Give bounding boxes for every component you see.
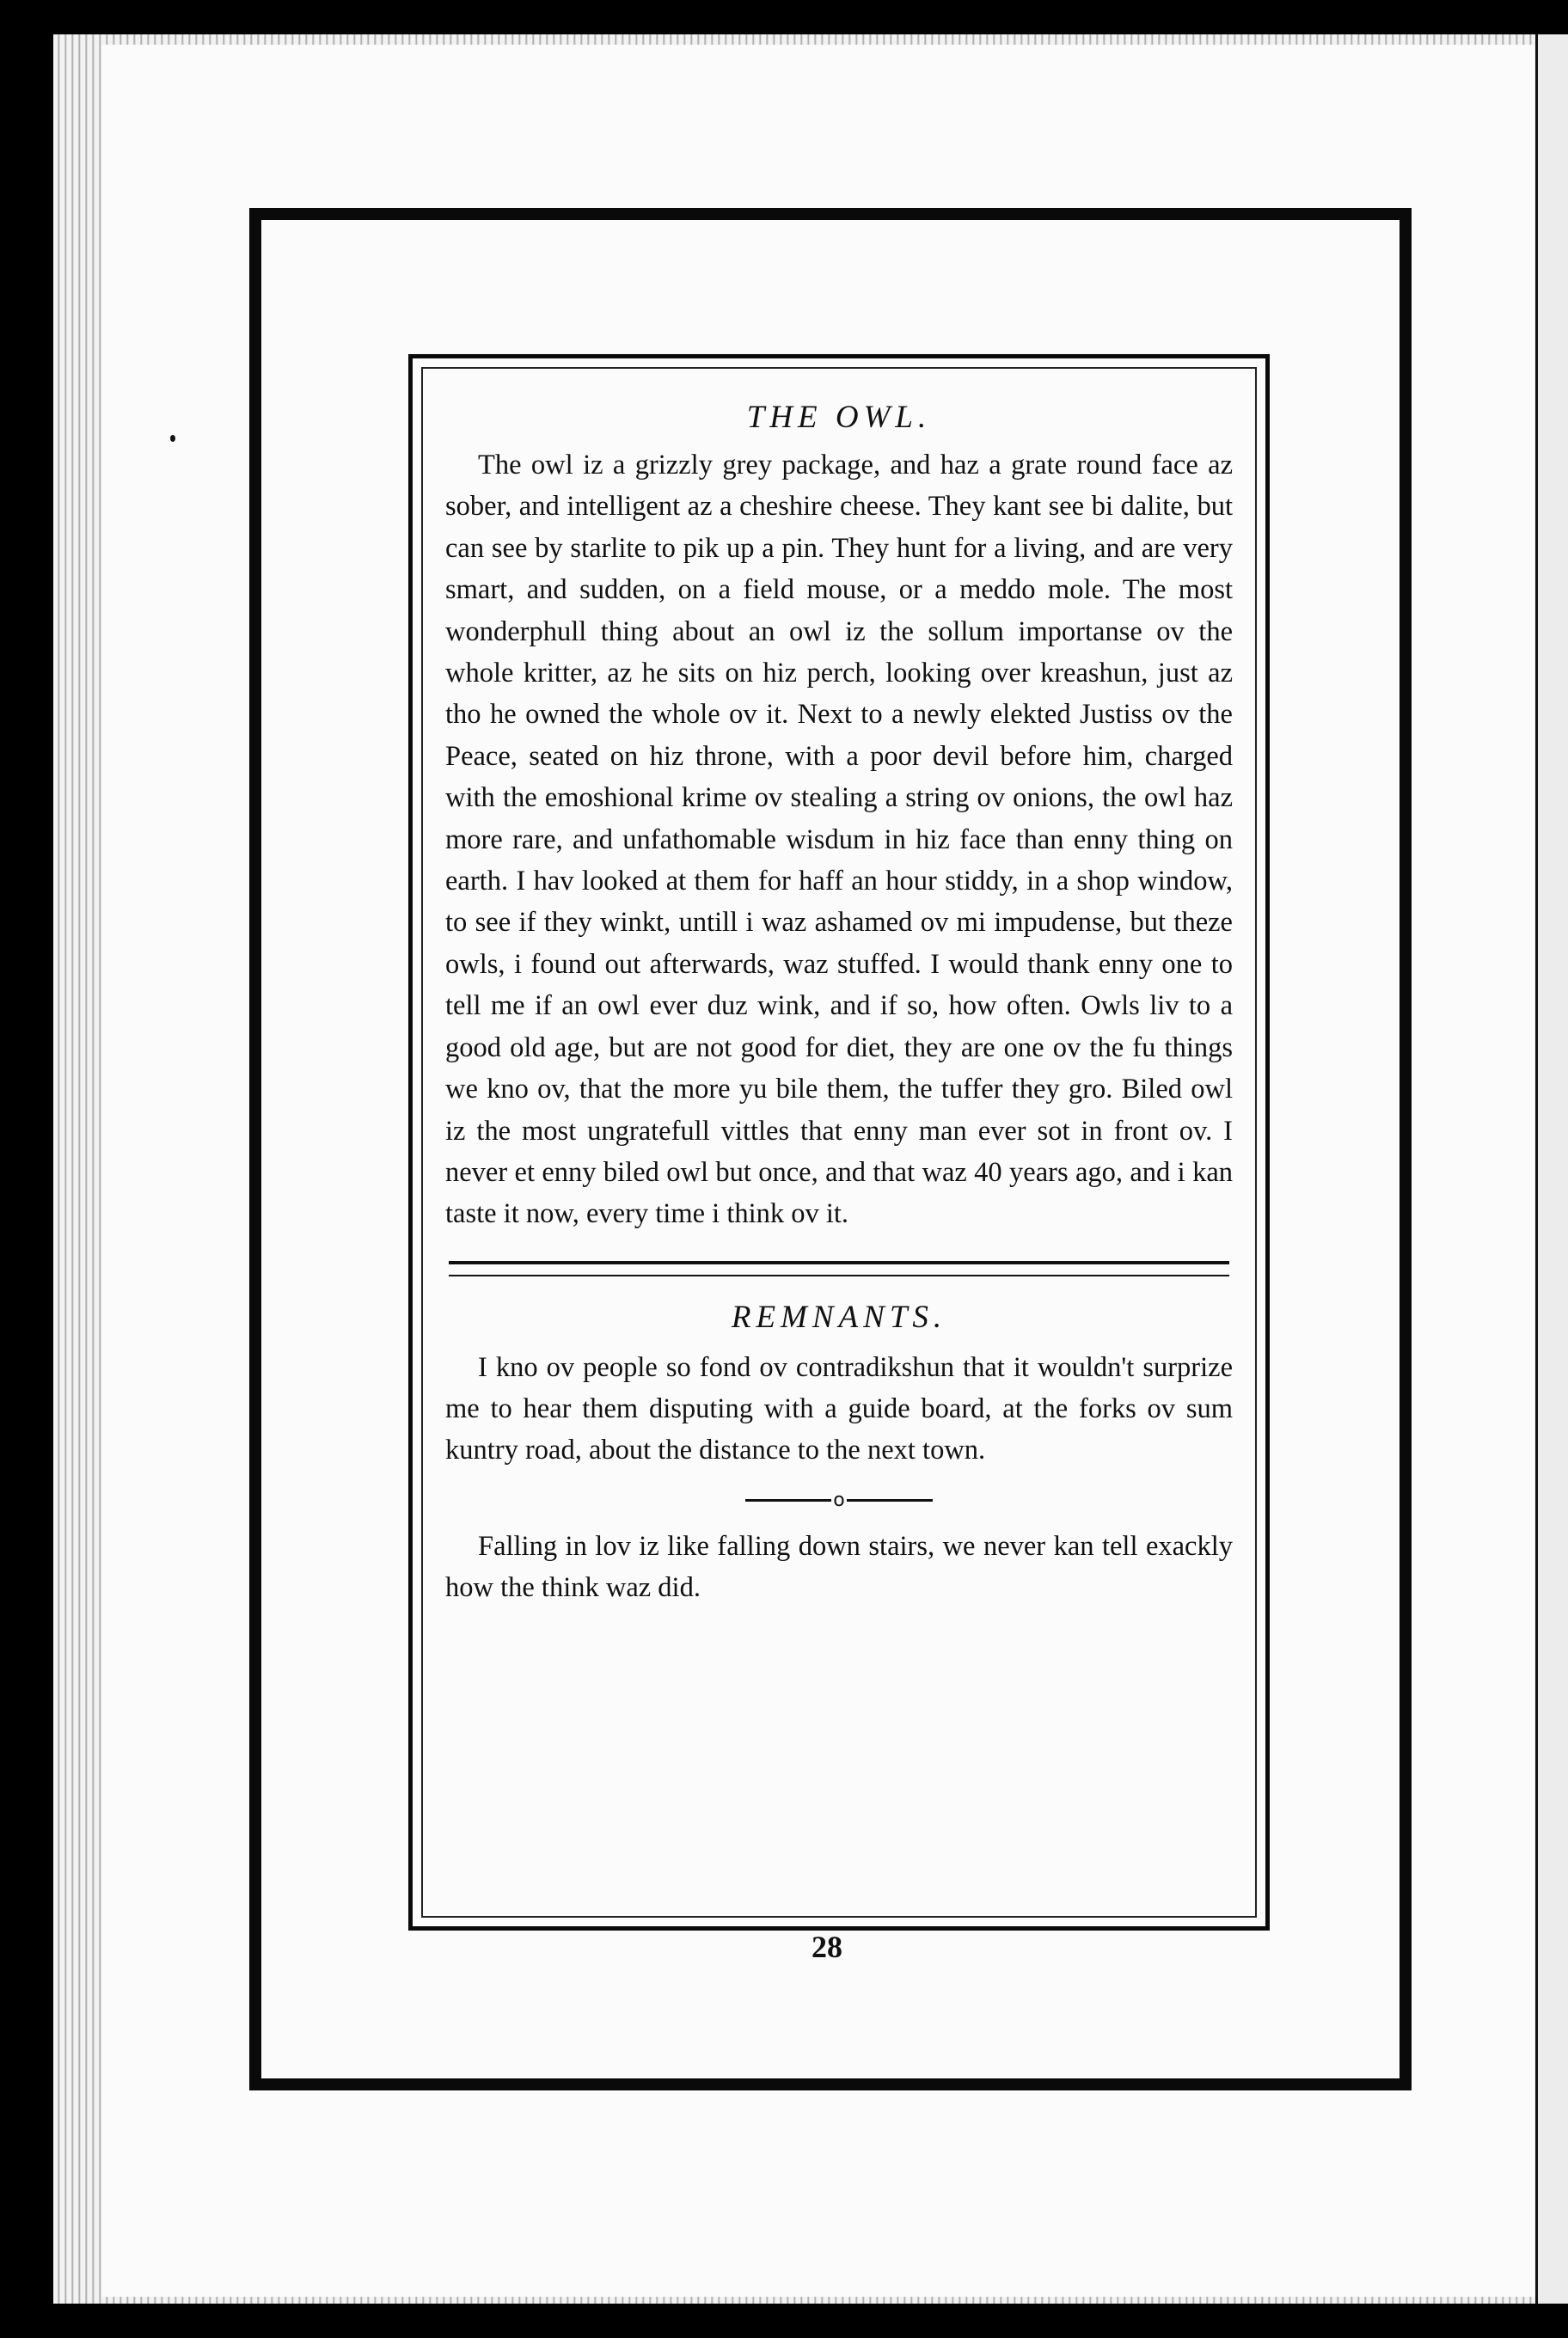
ornament-circle: o	[833, 1489, 845, 1511]
facing-page-edge	[1535, 34, 1568, 2304]
ornament-divider	[445, 1488, 1233, 1514]
remnants-title: REMNANTS.	[731, 1299, 947, 1335]
text-block	[445, 391, 1233, 1608]
ink-speck	[170, 435, 175, 442]
ornament-line-right	[847, 1499, 933, 1502]
article-body: The owl iz a grizzly grey package, and haz a grate round face az sober, and intelligent az a cheshire cheese. They kant see bi dalite, but can see by starlite to pik up a pin. They hunt for a living, and are very smart, and sudden, on a field mouse, or a meddo mole. The most wonderphull thing about an owl iz the sollum importanse ov the whole kritter, az he sits on hiz perch, looking over kreashun, just az tho he owned the whole ov it. Next to a newly elekted Justiss ov the Peace, seated on hiz throne, with a poor devil before him, charged with the emoshional krime ov stealing a string ov onions, the owl haz more rare, and unfathomable wisdum in hiz face than enny thing on earth. I hav looked at them for haff an hour stiddy, in a shop window, to see if they winkt, untill i waz ashamed ov mi impudense, but theze owls, i found out afterwards, waz stuffed. I would thank enny one to tell me if an owl ever duz wink, and if so, how often. Owls liv to a good old age, but are not good for diet, they are one ov the fu things we kno ov, that the more yu bile them, the tuffer they gro. Biled owl iz the most ungratefull vittles that enny man ever sot in front ov. I never et enny biled owl but once, and that waz 40 years ago, and i kan taste it now, every time i think ov it.	[445, 450, 1233, 1230]
section-divider-rule	[449, 1261, 1229, 1276]
article-title: THE OWL.	[746, 400, 932, 435]
ornament-line-left	[745, 1499, 831, 1502]
page-number: 28	[812, 1930, 842, 1964]
remnants-paragraph-2: Falling in lov iz like falling down stairs, we never kan tell exackly how the think waz did.	[445, 1530, 1233, 1603]
remnants-paragraph-1: I kno ov people so fond ov contradikshun that it wouldn't surprize me to hear them disputing with a guide board, at the forks ov sum kuntry road, about the distance to the next town.	[445, 1351, 1233, 1466]
